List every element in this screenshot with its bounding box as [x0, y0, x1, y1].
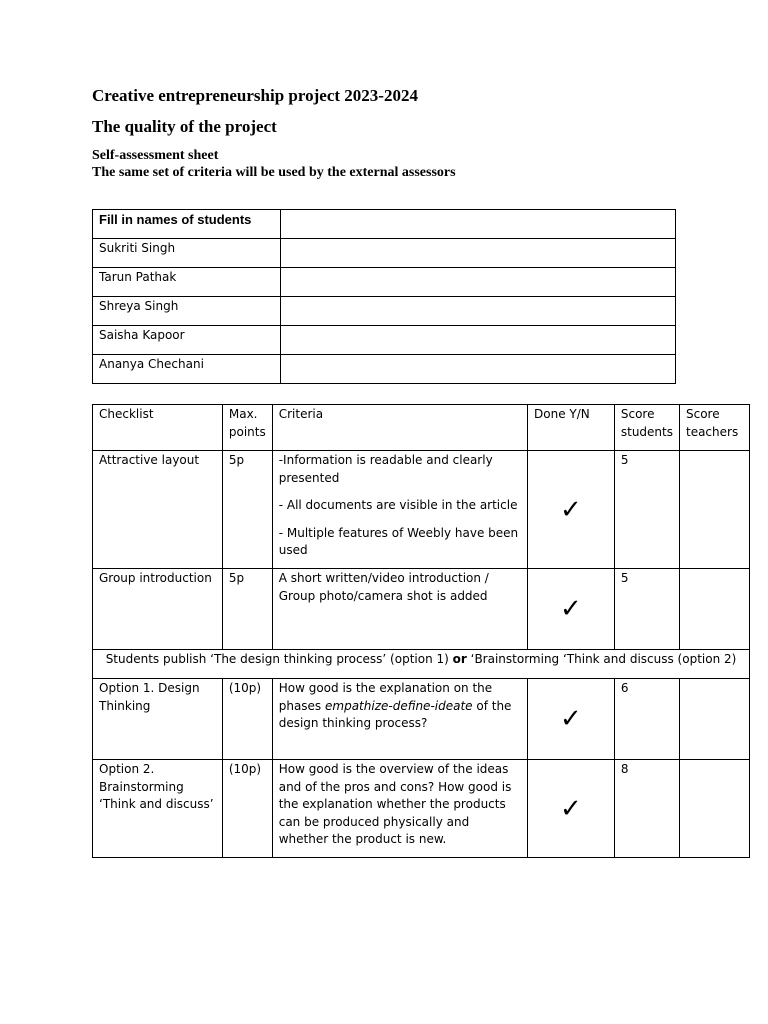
done-cell[interactable] — [528, 451, 615, 569]
score-teachers[interactable] — [679, 760, 749, 858]
students-header-blank[interactable] — [281, 210, 676, 239]
student-name: Ananya Chechani — [93, 355, 281, 384]
student-row — [93, 239, 676, 268]
checklist-header-row — [93, 405, 750, 451]
student-name: Tarun Pathak — [93, 268, 281, 297]
criteria-text: - All documents are visible in the article — [278, 498, 518, 512]
option-instruction-after: ‘Brainstorming ‘Think and discuss (option 2) — [466, 652, 737, 666]
student-row — [93, 268, 676, 297]
checklist-item: Option 2. Brainstorming ‘Think and discuss’ — [93, 760, 223, 858]
student-entry[interactable] — [281, 326, 676, 355]
students-header: Fill in names of students — [93, 210, 281, 239]
checkmark-icon: ✓ — [560, 494, 582, 525]
score-teachers[interactable] — [679, 679, 749, 760]
criteria-note: The same set of criteria will be used by the external assessors — [92, 165, 456, 180]
criteria-italic-text: empathize-define-ideate — [325, 698, 473, 713]
student-row — [93, 297, 676, 326]
option-instruction-before: Students publish ‘The design thinking process’ (option 1) — [105, 652, 453, 666]
page-title: Creative entrepreneurship project 2023-2024 — [92, 86, 418, 105]
checklist-row-group-introduction — [93, 569, 750, 650]
max-points: (10p) — [222, 760, 272, 858]
students-header-row — [93, 210, 676, 239]
score-students: 6 — [614, 679, 679, 760]
student-name: Shreya Singh — [93, 297, 281, 326]
student-row — [93, 355, 676, 384]
header-score-teachers: Score teachers — [679, 405, 749, 451]
checkmark-icon: ✓ — [560, 594, 582, 625]
criteria-cell — [272, 679, 527, 760]
sheet-label: Self-assessment sheet — [92, 148, 219, 163]
criteria-text: -Information is readable and clearly presented — [278, 453, 493, 485]
students-table — [92, 209, 676, 384]
criteria-cell — [272, 760, 527, 858]
checkmark-icon: ✓ — [560, 704, 582, 735]
checklist-row-option-1 — [93, 679, 750, 760]
criteria-text-end: of the design thinking process? — [278, 698, 512, 730]
max-points: 5p — [222, 569, 272, 650]
score-students: 5 — [614, 569, 679, 650]
checklist-row-attractive-layout — [93, 451, 750, 569]
student-entry[interactable] — [281, 355, 676, 384]
criteria-text: How good is the explanation on the phases — [278, 681, 493, 713]
header-done: Done Y/N — [528, 405, 615, 451]
option-instruction-or: or — [452, 652, 467, 666]
checklist-item: Option 1. Design Thinking — [93, 679, 223, 760]
checklist-item: Group introduction — [93, 569, 223, 650]
done-cell[interactable] — [528, 569, 615, 650]
header-criteria: Criteria — [272, 405, 527, 451]
criteria-cell — [272, 569, 527, 650]
done-cell[interactable] — [528, 679, 615, 760]
student-entry[interactable] — [281, 297, 676, 326]
option-instruction — [93, 650, 750, 679]
header-score-students: Score students — [614, 405, 679, 451]
student-entry[interactable] — [281, 268, 676, 297]
score-teachers[interactable] — [679, 451, 749, 569]
criteria-text: How good is the overview of the ideas and of the pros and cons? How good is the explanation whether the products can be produced physically and whether the product is new. — [278, 762, 512, 846]
header-checklist: Checklist — [93, 405, 223, 451]
page-subtitle: The quality of the project — [92, 117, 277, 136]
done-cell[interactable] — [528, 760, 615, 858]
checkmark-icon: ✓ — [560, 793, 582, 824]
criteria-text: - Multiple features of Weebly have been used — [278, 525, 519, 557]
max-points: (10p) — [222, 679, 272, 760]
student-name: Sukriti Singh — [93, 239, 281, 268]
option-instruction-row — [93, 650, 750, 679]
header-max-points: Max. points — [222, 405, 272, 451]
max-points: 5p — [222, 451, 272, 569]
checklist-item: Attractive layout — [93, 451, 223, 569]
score-teachers[interactable] — [679, 569, 749, 650]
score-students: 8 — [614, 760, 679, 858]
student-entry[interactable] — [281, 239, 676, 268]
checklist-table — [92, 404, 750, 858]
student-row — [93, 326, 676, 355]
checklist-row-option-2 — [93, 760, 750, 858]
score-students: 5 — [614, 451, 679, 569]
criteria-text: A short written/video introduction / Group photo/camera shot is added — [278, 571, 489, 603]
student-name: Saisha Kapoor — [93, 326, 281, 355]
criteria-cell — [272, 451, 527, 569]
